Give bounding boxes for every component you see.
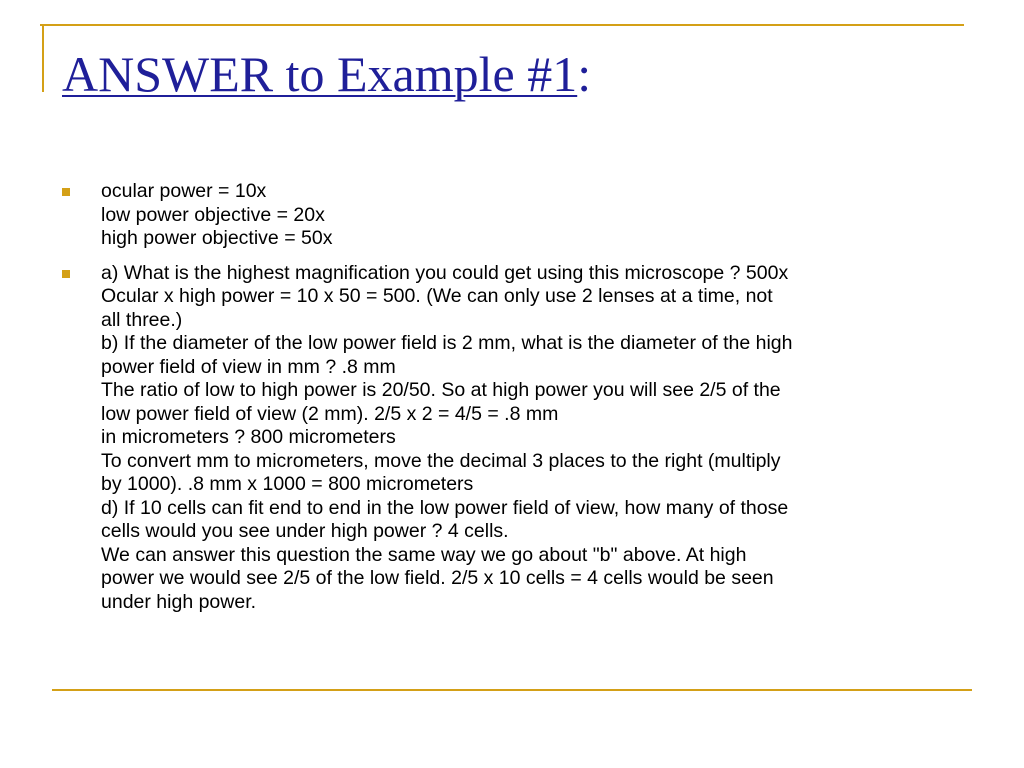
title-colon: : <box>577 46 592 102</box>
slide-title <box>62 44 591 104</box>
bullet-line: under high power. <box>101 590 257 613</box>
bullet-line: The ratio of low to high power is 20/50. So at high power you will see 2/5 of the <box>101 379 781 401</box>
left-rule <box>42 24 44 92</box>
bullet-line: Ocular x high power = 10 x 50 = 500. (We can only use 2 lenses at a time, not <box>101 285 773 307</box>
bullet-item <box>62 180 972 251</box>
bullet-line: all three.) <box>101 308 183 331</box>
top-rule <box>40 24 964 26</box>
bullet-line: a) What is the highest magnification you could get using this microscope ? 500x <box>101 261 789 284</box>
bullet-line: b) If the diameter of the low power field is 2 mm, what is the diameter of the high <box>101 332 793 354</box>
bullet-line: low power objective = 20x <box>101 203 325 226</box>
bullet-item <box>62 262 972 615</box>
square-bullet-icon <box>62 188 70 196</box>
bullet-line: We can answer this question the same way we go about "b" above. At high <box>101 543 747 566</box>
bullet-line: To convert mm to micrometers, move the decimal 3 places to the right (multiply <box>101 449 781 472</box>
title-link[interactable]: ANSWER to Example #1 <box>62 46 578 102</box>
bullet-line: by 1000). .8 mm x 1000 = 800 micrometers <box>101 473 474 495</box>
bullet-line: ocular power = 10x <box>101 180 267 202</box>
bullet-line: d) If 10 cells can fit end to end in the low power field of view, how many of those <box>101 496 789 519</box>
bullet-line: cells would you see under high power ? 4 cells. <box>101 520 509 542</box>
bullet-line: in micrometers ? 800 micrometers <box>101 426 396 448</box>
bullet-list <box>62 180 972 625</box>
bullet-line: low power field of view (2 mm). 2/5 x 2 = 4/5 = .8 mm <box>101 402 559 425</box>
bullet-line: power field of view in mm ? .8 mm <box>101 355 396 378</box>
bottom-rule <box>52 689 972 691</box>
square-bullet-icon <box>62 270 70 278</box>
bullet-line: high power objective = 50x <box>101 227 333 249</box>
bullet-line: power we would see 2/5 of the low field. 2/5 x 10 cells = 4 cells would be seen <box>101 567 774 589</box>
